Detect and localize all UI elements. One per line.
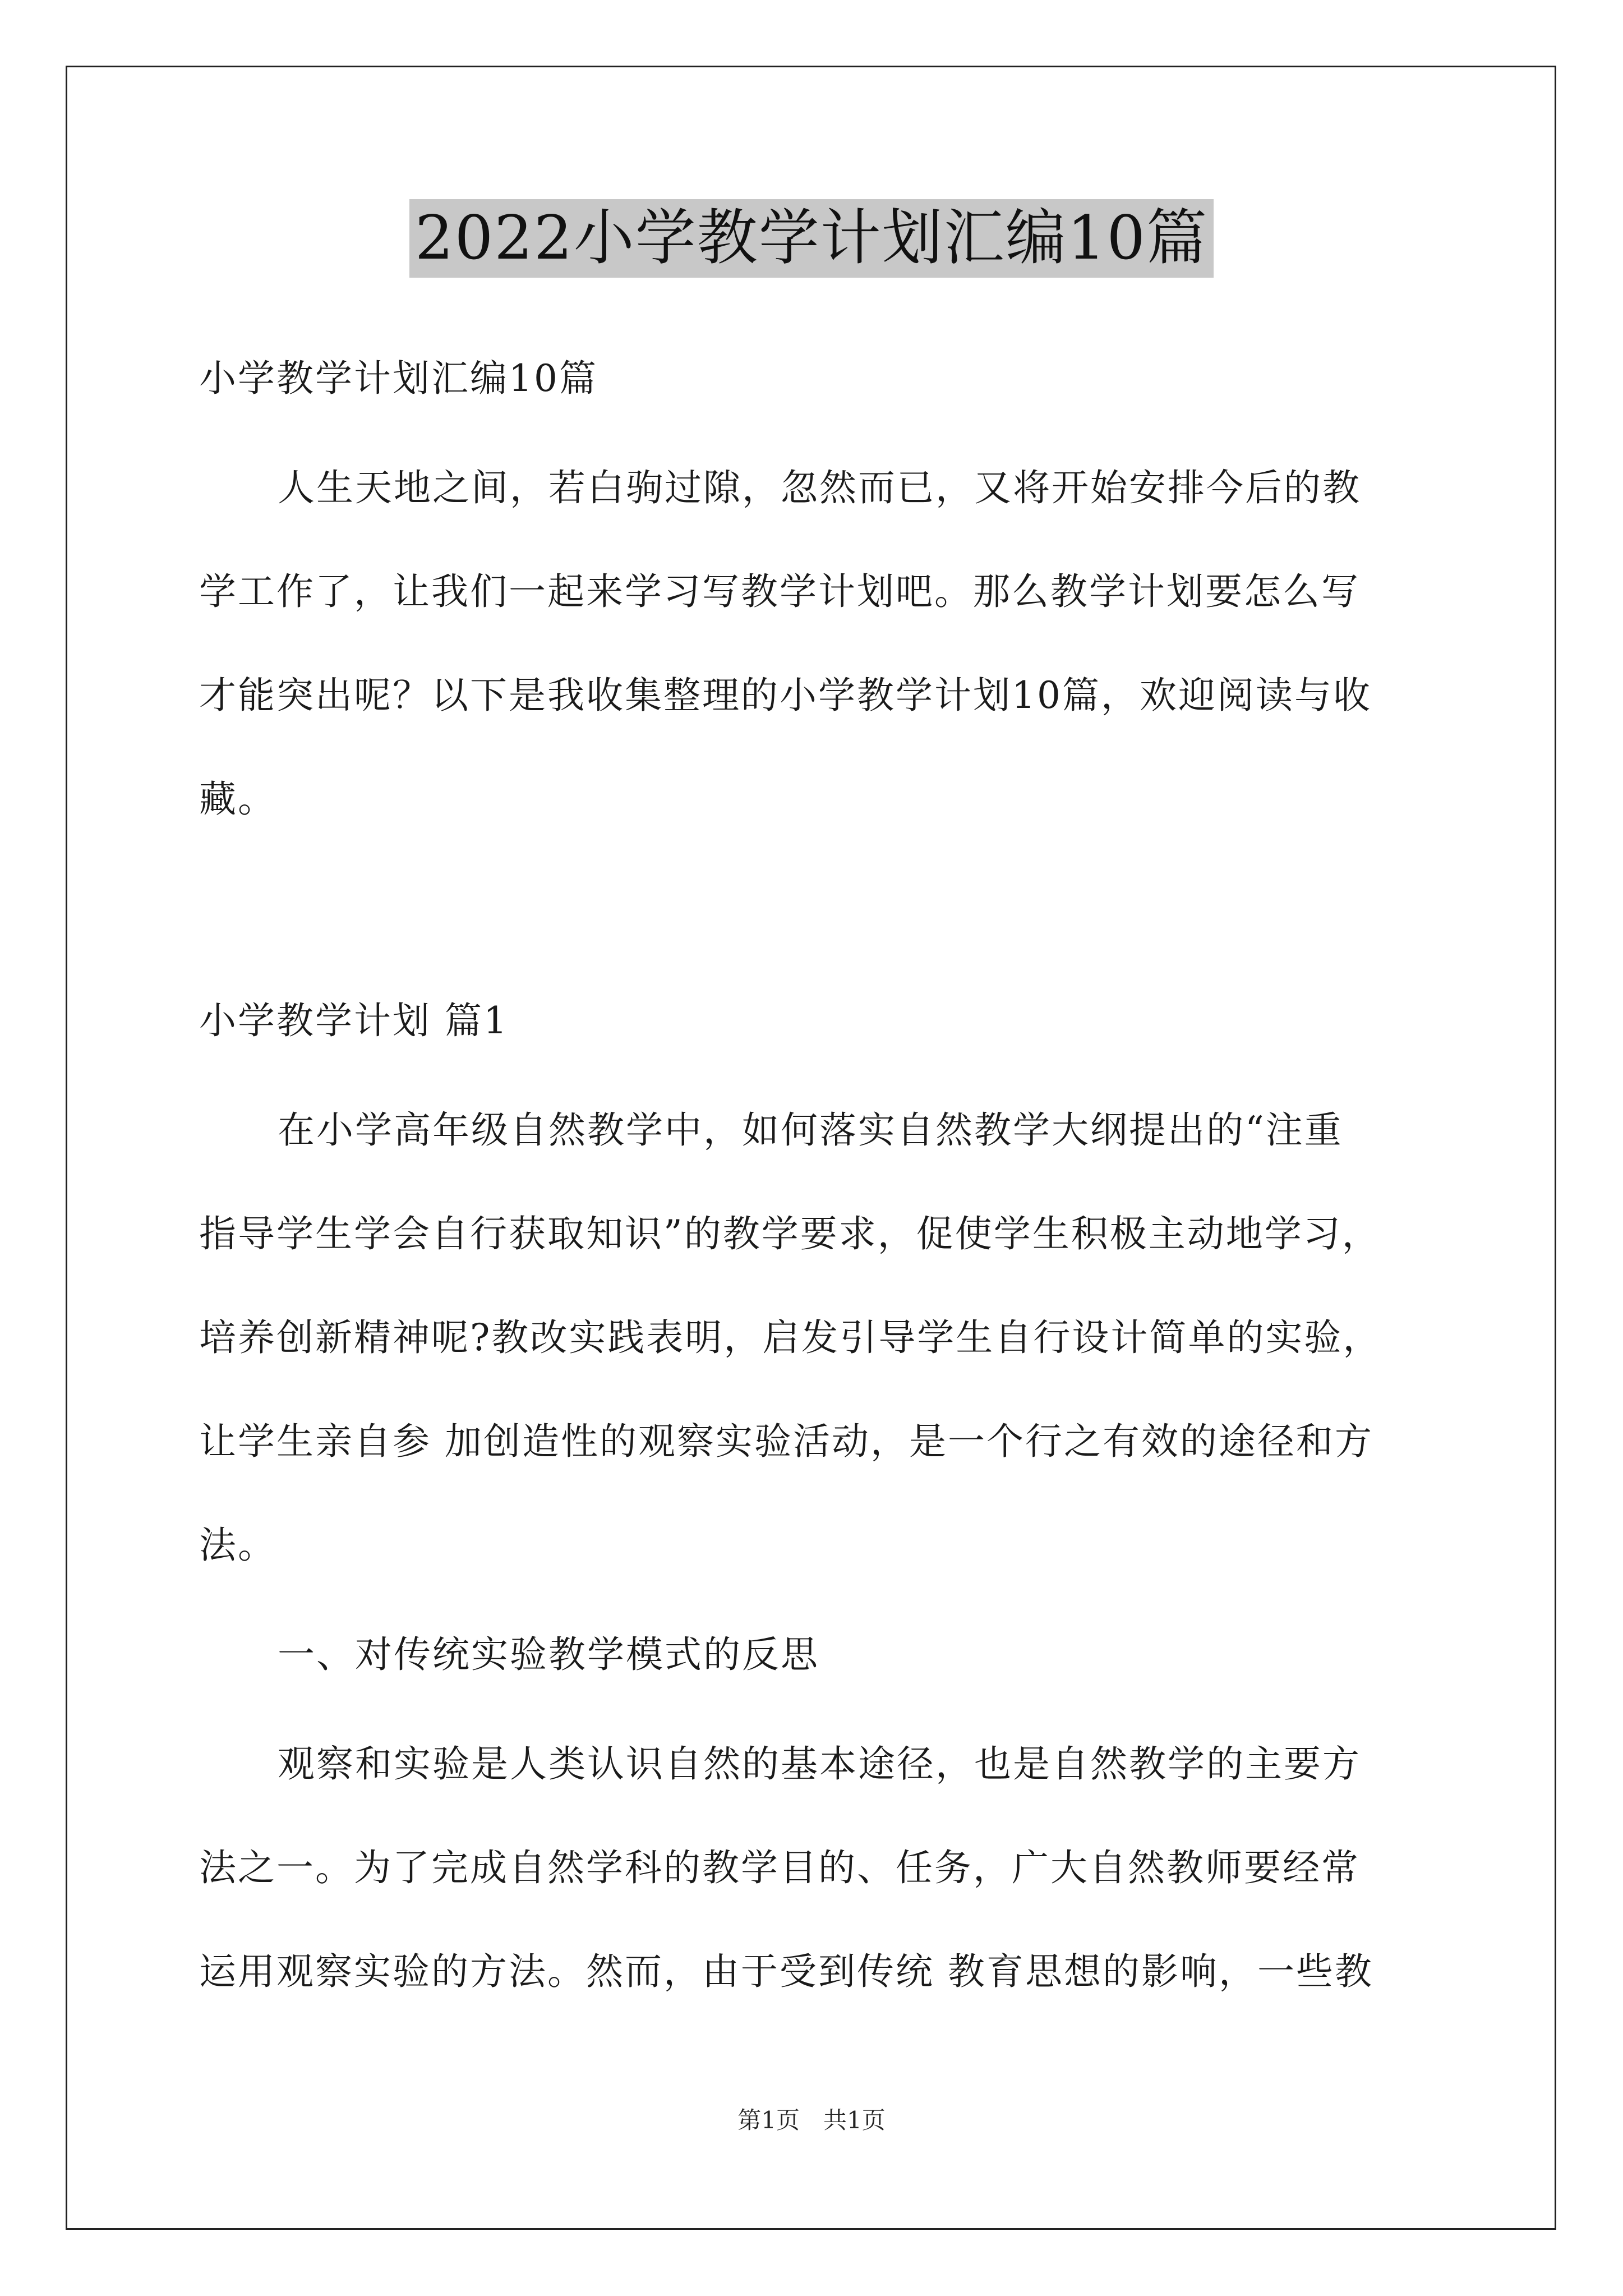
paragraph-line: 让学生亲自参 加创造性的观察实验活动，是一个行之有效的途径和方 <box>199 1420 1373 1463</box>
paragraph-line: 培养创新精神呢?教改实践表明，启发引导学生自行设计简单的实验， <box>199 1316 1382 1359</box>
paragraph-line: 指导学生学会自行获取知识”的教学要求，促使学生积极主动地学习， <box>199 1212 1381 1255</box>
intro-line: 才能突出呢？以下是我收集整理的小学教学计划10篇，欢迎阅读与收 <box>199 674 1372 717</box>
page-number-footer: 第1页 共1页 <box>737 2106 886 2134</box>
section-heading: 小学教学计划 篇1 <box>199 999 509 1042</box>
title-container <box>0 199 1623 278</box>
paragraph-line: 法。 <box>199 1524 276 1567</box>
paragraph-line: 在小学高年级自然教学中，如何落实自然教学大纲提出的“注重 <box>278 1108 1343 1152</box>
paragraph-line: 观察和实验是人类认识自然的基本途径，也是自然教学的主要方 <box>278 1742 1361 1786</box>
document-subtitle: 小学教学计划汇编10篇 <box>199 357 598 400</box>
intro-line: 学工作了，让我们一起来学习写教学计划吧。那么教学计划要怎么写 <box>199 570 1360 613</box>
paragraph-line: 运用观察实验的方法。然而，由于受到传统 教育思想的影响，一些教 <box>199 1950 1373 1993</box>
paragraph-line: 法之一。为了完成自然学科的教学目的、任务，广大自然教师要经常 <box>199 1846 1360 1889</box>
intro-line: 人生天地之间，若白驹过隙，忽然而已，又将开始安排今后的教 <box>278 466 1361 509</box>
intro-line: 藏。 <box>199 777 276 821</box>
subheading: 一、对传统实验教学模式的反思 <box>278 1633 819 1676</box>
document-title: 2022小学教学计划汇编10篇 <box>409 199 1214 278</box>
